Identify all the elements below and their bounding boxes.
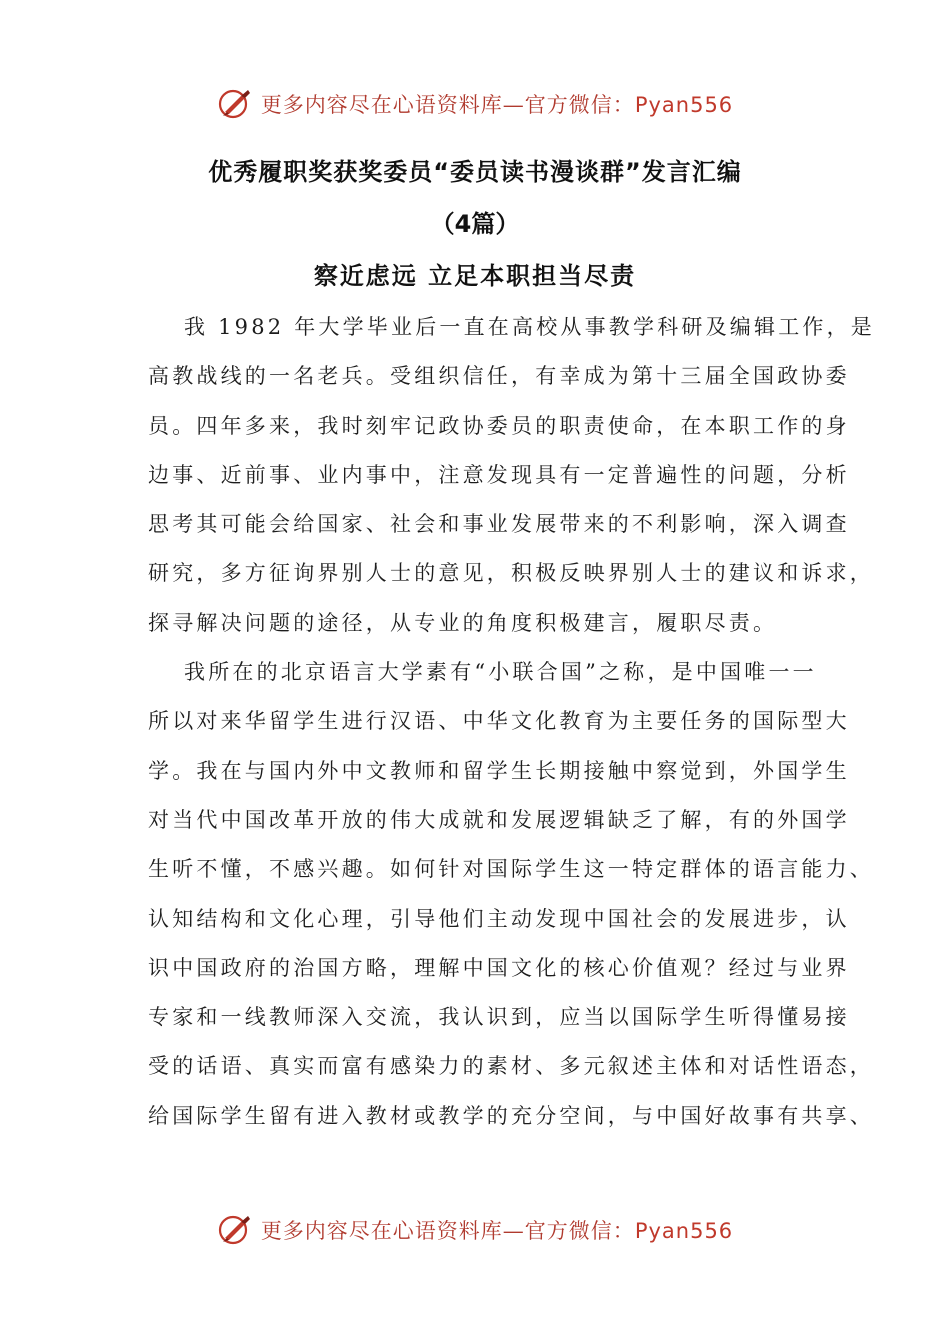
text-line: 认知结构和文化心理，引导他们主动发现中国社会的发展进步，认 bbox=[148, 906, 850, 931]
document-title: 优秀履职奖获奖委员“委员读书漫谈群”发言汇编 bbox=[208, 158, 742, 186]
text-line: 我 1982 年大学毕业后一直在高校从事教学科研及编辑工作，是 bbox=[184, 315, 875, 339]
pen-logo-icon bbox=[217, 86, 253, 122]
watermark-banner-top bbox=[0, 82, 950, 126]
text-line: 生听不懂，不感兴趣。如何针对国际学生这一特定群体的语言能力、 bbox=[148, 857, 874, 882]
text-line: 高教战线的一名老兵。受组织信任，有幸成为第十三届全国政协委 bbox=[148, 364, 850, 389]
watermark-text: 更多内容尽在心语资料库—官方微信：Pyan556 bbox=[260, 93, 734, 117]
watermark-banner-bottom bbox=[0, 1208, 950, 1252]
document-body bbox=[148, 303, 875, 1141]
wechat-id: Pyan556 bbox=[634, 93, 734, 117]
section-title: 察近虑远 立足本职担当尽责 bbox=[313, 262, 637, 290]
text-line: 专家和一线教师深入交流，我认识到，应当以国际学生听得懂易接 bbox=[148, 1005, 850, 1030]
text-line: 边事、近前事、业内事中，注意发现具有一定普遍性的问题，分析 bbox=[148, 462, 850, 487]
text-line: 我所在的北京语言大学素有“小联合国”之称，是中国唯一一 bbox=[184, 660, 817, 685]
text-line: 给国际学生留有进入教材或教学的充分空间，与中国好故事有共享、 bbox=[148, 1103, 874, 1128]
text-line: 受的话语、真实而富有感染力的素材、多元叙述主体和对话性语态， bbox=[148, 1054, 874, 1079]
text-line: 识中国政府的治国方略，理解中国文化的核心价值观？经过与业界 bbox=[148, 955, 850, 980]
text-line: 思考其可能会给国家、社会和事业发展带来的不利影响，深入调查 bbox=[148, 512, 850, 537]
text-line: 所以对来华留学生进行汉语、中华文化教育为主要任务的国际型大 bbox=[148, 709, 850, 734]
text-line: 对当代中国改革开放的伟大成就和发展逻辑缺乏了解，有的外国学 bbox=[148, 807, 850, 832]
pen-logo-icon bbox=[217, 1212, 253, 1248]
watermark-text: 更多内容尽在心语资料库—官方微信：Pyan556 bbox=[260, 1219, 734, 1243]
text-line: 探寻解决问题的途径，从专业的角度积极建言，履职尽责。 bbox=[148, 610, 778, 635]
paragraph-1 bbox=[148, 303, 875, 648]
text-line: 员。四年多来，我时刻牢记政协委员的职责使命，在本职工作的身 bbox=[148, 413, 850, 438]
wechat-id: Pyan556 bbox=[634, 1219, 734, 1243]
document-subtitle: （4篇） bbox=[430, 210, 520, 238]
paragraph-2 bbox=[148, 648, 874, 1141]
text-line: 研究，多方征询界别人士的意见，积极反映界别人士的建议和诉求， bbox=[148, 561, 874, 586]
text-line: 学。我在与国内外中文教师和留学生长期接触中察觉到，外国学生 bbox=[148, 758, 850, 783]
